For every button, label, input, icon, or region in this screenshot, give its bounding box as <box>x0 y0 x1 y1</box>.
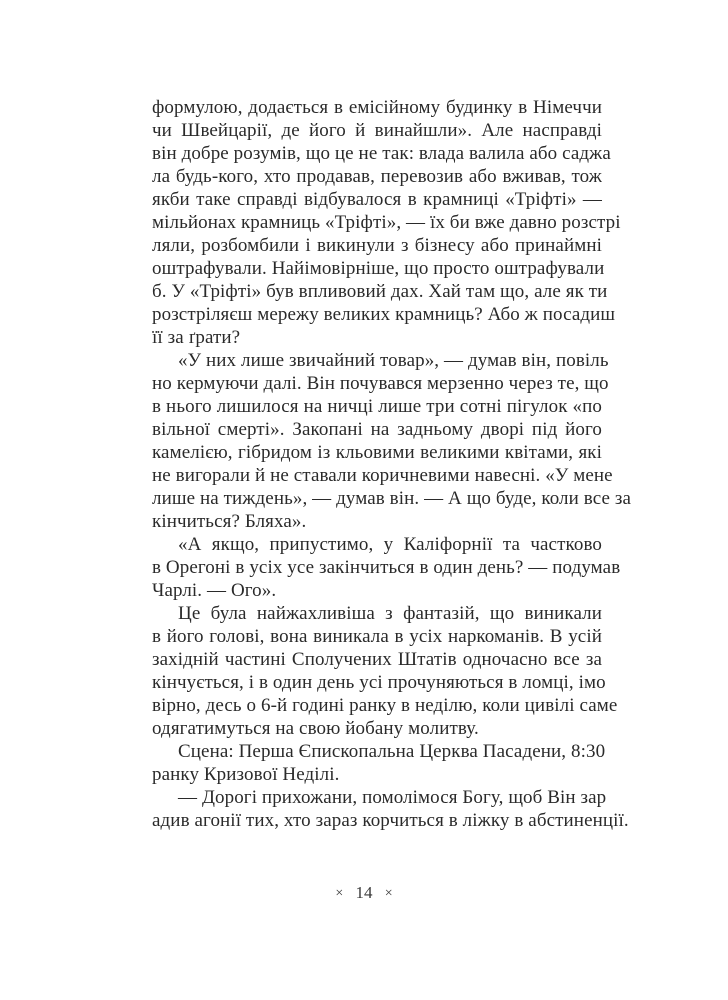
page-number: 14 <box>355 883 373 902</box>
text-line: Сцена: Перша Єпископальна Церква Пасадени, 8:30 <box>178 741 606 762</box>
text-line: в його голові, вона виникала в усіх наркоманів. В усій <box>152 626 602 647</box>
text-line: «У них лише звичайний товар», — думав він, повіль <box>178 350 609 371</box>
text-line: вірно, десь о 6-й годині ранку в неділю, коли цивілі саме <box>152 695 618 716</box>
text-line: мільйонах крамниць «Тріфті», — їх би вже давно розстрі <box>152 212 621 233</box>
text-line: лише на тиждень», — думав він. — А що буде, коли все за <box>152 488 631 509</box>
text-line: оштрафували. Найімовірніше, що просто оштрафували <box>152 258 605 279</box>
text-line: вільної смерті». Закопані на задньому дворі під його <box>152 419 602 440</box>
text-line: кінчується, і в один день усі прочуняються в ломці, імо <box>152 672 606 693</box>
text-line: він добре розумів, що це не так: влада валила або саджа <box>152 143 611 164</box>
text-line: розстріляєш мережу великих крамниць? Або ж посадиш <box>152 304 616 325</box>
text-line: її за ґрати? <box>152 327 241 348</box>
page-footer <box>0 883 728 903</box>
text-line: Це була найжахливіша з фантазій, що виникали <box>178 603 602 624</box>
text-line: чи Швейцарії, де його й винайшли». Але насправді <box>152 120 602 141</box>
text-line: західній частині Сполучених Штатів одночасно все за <box>152 649 602 670</box>
text-line: кінчиться? Бляха». <box>152 511 307 532</box>
body-text <box>152 96 631 832</box>
text-line: ла будь-кого, хто продавав, перевозив або вживав, тож <box>152 166 602 187</box>
text-line: Чарлі. — Ого». <box>152 580 277 601</box>
text-line: «А якщо, припустимо, у Каліфорнії та частково <box>178 534 602 555</box>
text-line: одягатимуться на свою йобану молитву. <box>152 718 479 739</box>
text-line: но кермуючи далі. Він почувався мерзенно через те, що <box>152 373 609 394</box>
text-line: б. У «Тріфті» був впливовий дах. Хай там що, але як ти <box>152 281 608 302</box>
ornament-left: × <box>335 886 344 901</box>
text-line: якби таке справді відбувалося в крамниці «Тріфті» — <box>152 189 602 210</box>
text-line: в нього лишилося на ничці лише три сотні пігулок «по <box>152 396 602 417</box>
text-line: не вигорали й не ставали коричневими навесні. «У мене <box>152 465 613 486</box>
text-line: формулою, додається в емісійному будинку в Німеччи <box>152 97 602 118</box>
text-line: ранку Кризової Неділі. <box>152 764 340 785</box>
text-line: — Дорогі прихожани, помолімося Богу, щоб Він зар <box>178 787 607 808</box>
ornament-right: × <box>384 886 393 901</box>
text-line: ляли, розбомбили і викинули з бізнесу або принаймні <box>152 235 602 256</box>
text-line: камелією, гібридом із кльовими великими квітами, які <box>152 442 602 463</box>
text-line: в Орегоні в усіх усе закінчиться в один день? — подумав <box>152 557 621 578</box>
text-line: адив агонії тих, хто зараз корчиться в ліжку в абстиненції. <box>152 810 629 831</box>
